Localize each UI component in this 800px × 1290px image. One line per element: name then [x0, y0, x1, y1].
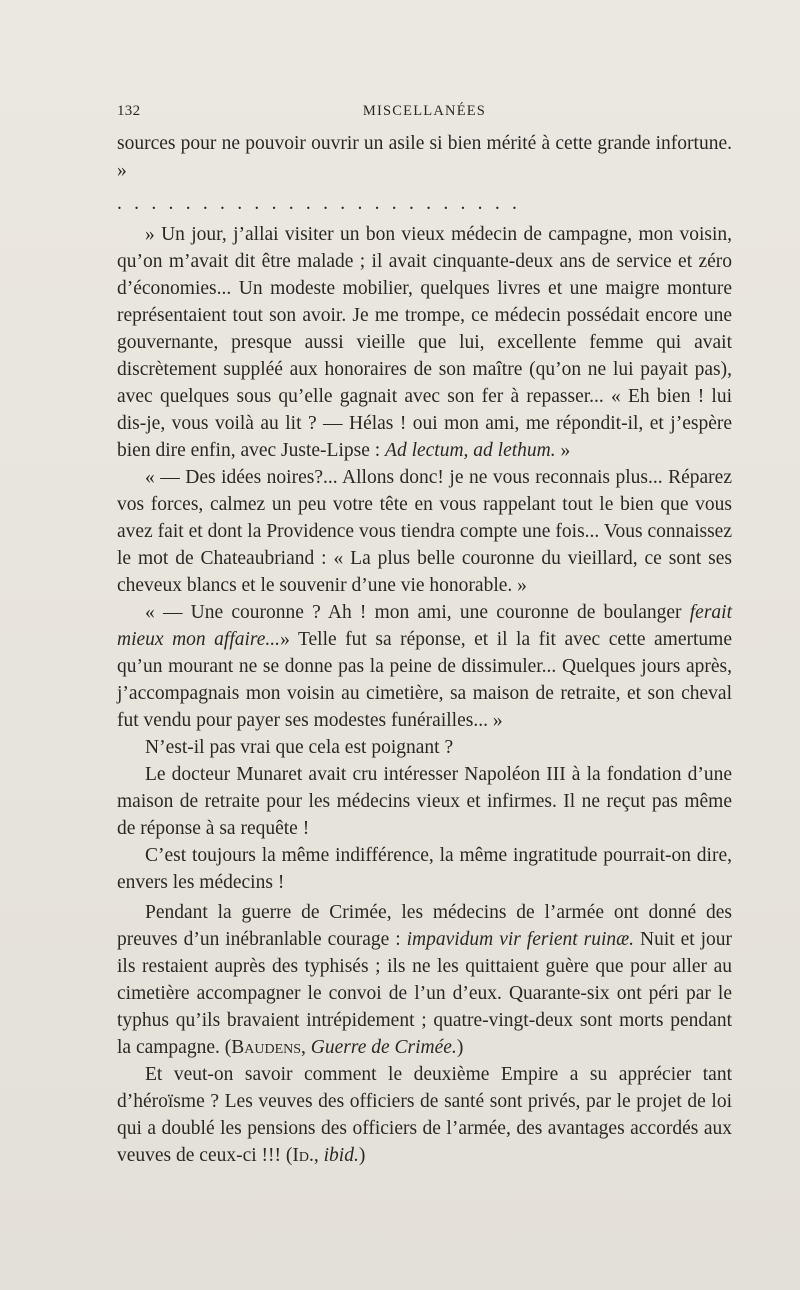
paragraph-munaret: Le docteur Munaret avait cru intéresser Napoléon III à la fondation d’une maison de retraite pour les médecins vieux et infirmes. Il ne reçut pas même de réponse à sa requête ! [117, 764, 732, 839]
page-number: 132 [117, 103, 141, 119]
paragraph-text: « — Une couronne ? Ah ! mon ami, une couronne de boulanger [145, 602, 682, 623]
paragraph-crimea [117, 899, 732, 1061]
paragraph-dark-ideas: « — Des idées noires?... Allons donc! je ne vous reconnais plus... Réparez vos forces, calmez un peu votre tête en vous rappelant tout le bien que vous avez fait et dont la Providence vous tiendra compte une fois... Vous connaissez le mot de Chateaubriand : « La plus belle couronne du vieillard, ce sont ses cheveux blancs et le souvenir d’une vie honorable. » [117, 467, 732, 596]
paragraph-text: Pendant la guerre de Crimée, les médecins de l’armée ont donné des preuves d’un inébranlable courage : [117, 902, 732, 950]
citation-author: Id. [292, 1145, 314, 1166]
paragraph-crown [117, 599, 732, 734]
paragraph-indifference: C’est toujours la même indifférence, la même ingratitude pourrait-on dire, envers les médecins ! [117, 845, 732, 893]
body-text [117, 130, 732, 1169]
paragraph-poignant: N’est-il pas vrai que cela est poignant ? [145, 737, 454, 758]
closing-quote: » [560, 440, 571, 461]
citation-author: Baudens [231, 1037, 302, 1058]
latin-quote: Ad lectum, ad lethum. [385, 440, 556, 461]
paragraph-text: » Un jour, j’allai visiter un bon vieux médecin de campagne, mon voisin, qu’on m’avait dit être malade ; il avait cinquante-deux ans de service et zéro d’économies... Un modeste mobilier, quelques livres et une maigre monture représentaient tout son avoir. Je me trompe, ce médecin possédait encore une gouvernante, presque aussi vieille que lui, excellente femme qui avait discrètement suppléé aux honoraires de son maître (qu’on ne lui payait pas), avec quelques sous qu’elle gagnait avec son fer à repasser... « Eh bien ! lui dis-je, vous voilà au lit ? — Hélas ! oui mon ami, me répondit-il, et j’espère bien dire enfin, avec Juste-Lipse : [117, 224, 732, 461]
latin-quote: impavidum vir ferient ruinæ. [406, 929, 635, 950]
citation-work: ibid. [323, 1145, 359, 1166]
citation-work: Guerre de Crimée. [310, 1037, 457, 1058]
citation-close: ) [456, 1037, 464, 1058]
citation-close: ) [358, 1145, 366, 1166]
paragraph-text: Nuit et jour ils restaient auprès des typhisés ; ils ne les quittaient guère que pour aller au cimetière accompagner le convoi de l’un d’eux. Quarante-six ont péri par le typhus qu’ils bravaient intrépidement ; quatre-vingt-deux sont morts pendant la campagne. ( [117, 929, 733, 1058]
citation-separator: , [301, 1037, 306, 1058]
page-header [117, 103, 732, 125]
ellipsis-separator: ........................ [117, 193, 530, 214]
paragraph-second-empire [117, 1061, 732, 1169]
paragraph-text: » Telle fut sa réponse, et il la fit avec cette amertume qu’un mourant ne se donne pas la peine de dissimuler... Quelques jours après, j’accompagnais mon voisin au cimetière, sa maison de retraite, et son cheval fut vendu pour payer ses modestes funérailles... » [117, 629, 732, 731]
paragraph-continuation: sources pour ne pouvoir ouvrir un asile si bien mérité à cette grande infortune. » [117, 133, 732, 181]
paragraph-text: Et veut-on savoir comment le deuxième Empire a su apprécier tant d’héroïsme ? Les veuves des officiers de santé sont privés, par le projet de loi qui a doublé les pensions des officiers de l’armée, des avantages accordés aux veuves de ceux-ci !!! ( [117, 1064, 732, 1166]
paragraph-country-doctor [117, 221, 732, 464]
citation-separator: , [313, 1145, 319, 1166]
running-title: MISCELLANÉES [362, 103, 487, 119]
italic-phrase: ferait mieux mon affaire... [117, 602, 732, 650]
